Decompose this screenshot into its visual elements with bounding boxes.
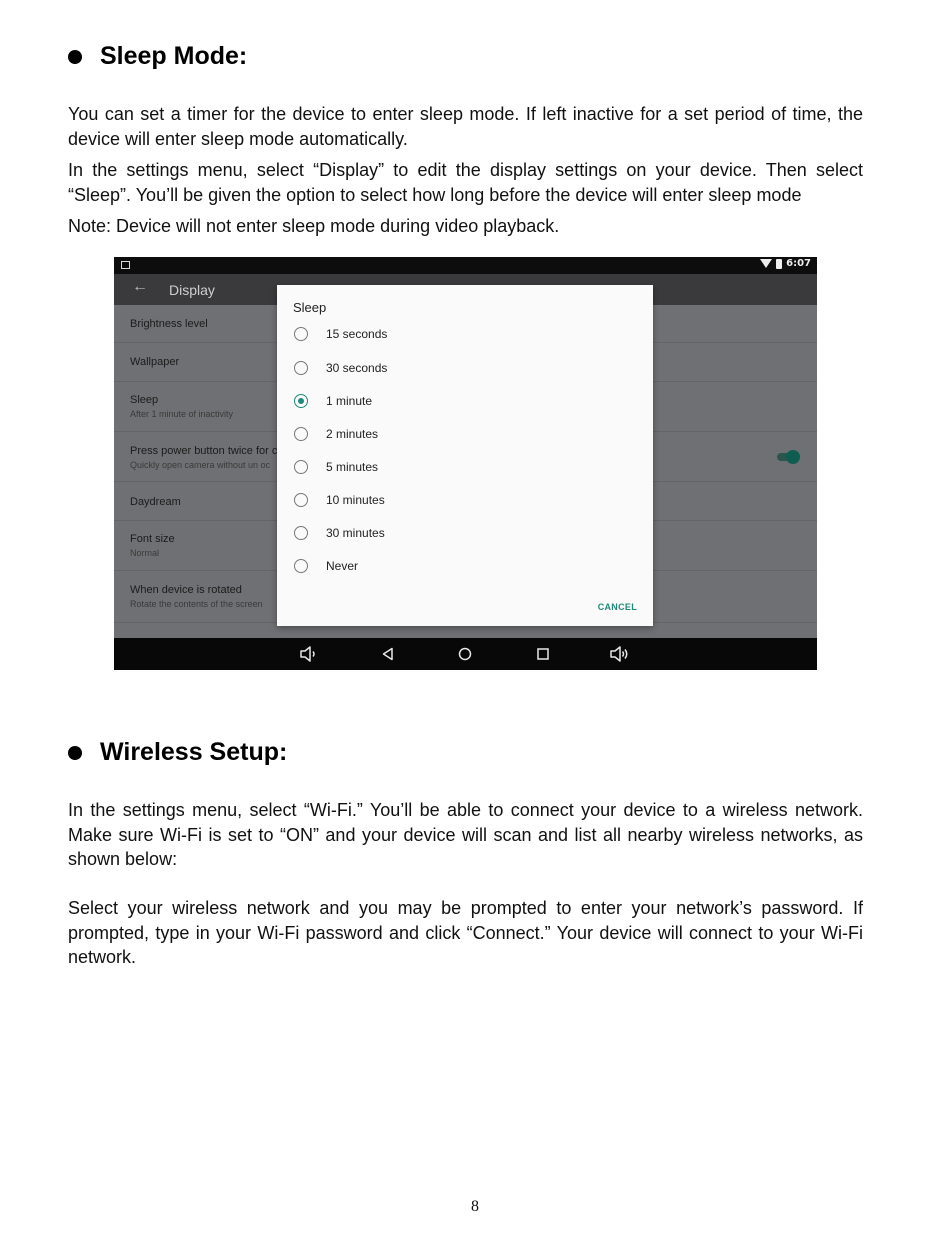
wireless-paragraph-2: Select your wireless network and you may be prompted to enter your network’s password. If prompted, type in your Wi-Fi password and click “Connect.” Your device will connect to your Wi-Fi network. bbox=[68, 898, 863, 967]
option-label: 2 minutes bbox=[326, 427, 379, 441]
option-10-minutes[interactable] bbox=[294, 490, 385, 510]
volume-up-icon[interactable] bbox=[609, 644, 631, 664]
wifi-icon bbox=[760, 259, 772, 268]
setting-subtitle: Normal bbox=[130, 548, 160, 558]
setting-title: Wallpaper bbox=[130, 356, 180, 368]
page-number: 8 bbox=[471, 1198, 479, 1215]
radio-unselected-icon[interactable] bbox=[294, 526, 308, 540]
option-label: 5 minutes bbox=[326, 460, 379, 474]
radio-unselected-icon[interactable] bbox=[294, 327, 308, 341]
heading-text: Sleep Mode: bbox=[100, 42, 248, 70]
option-2-minutes[interactable] bbox=[294, 424, 378, 444]
back-icon[interactable] bbox=[377, 644, 399, 664]
cancel-button[interactable]: CANCEL bbox=[597, 602, 637, 612]
setting-subtitle: After 1 minute of inactivity bbox=[130, 409, 234, 419]
radio-selected-icon[interactable] bbox=[294, 394, 308, 408]
radio-unselected-icon[interactable] bbox=[294, 361, 308, 375]
option-30-seconds[interactable] bbox=[294, 358, 387, 378]
heading-text: Wireless Setup: bbox=[100, 738, 288, 766]
home-icon[interactable] bbox=[454, 644, 476, 664]
setting-title: Daydream bbox=[130, 496, 181, 508]
status-clock: 6:07 bbox=[786, 258, 811, 269]
option-label: Never bbox=[326, 559, 359, 573]
camera-shortcut-toggle[interactable] bbox=[777, 453, 797, 461]
image-notification-icon bbox=[121, 261, 130, 269]
option-label: 15 seconds bbox=[326, 327, 388, 341]
bullet-icon bbox=[68, 50, 82, 64]
recent-apps-icon[interactable] bbox=[532, 644, 554, 664]
setting-title: Brightness level bbox=[130, 318, 208, 330]
back-arrow-icon[interactable]: ← bbox=[132, 278, 148, 295]
radio-unselected-icon[interactable] bbox=[294, 460, 308, 474]
radio-unselected-icon[interactable] bbox=[294, 427, 308, 441]
setting-title: Press power button twice for c bbox=[130, 445, 278, 457]
wireless-setup-heading bbox=[68, 738, 287, 767]
setting-title: Sleep bbox=[130, 394, 159, 406]
option-label: 1 minute bbox=[326, 394, 373, 408]
toggle-knob bbox=[786, 450, 800, 464]
bullet-icon bbox=[68, 746, 82, 760]
app-title: Display bbox=[169, 282, 215, 298]
setting-subtitle: Quickly open camera without un oc bbox=[130, 460, 271, 470]
volume-down-icon[interactable] bbox=[298, 644, 320, 664]
battery-icon bbox=[776, 259, 782, 269]
wireless-paragraph-1: In the settings menu, select “Wi-Fi.” You’ll be able to connect your device to a wireless network. Make sure Wi-Fi is set to “ON” and your device will scan and list all nearby wireless networks, as shown below: bbox=[68, 800, 863, 869]
option-label: 30 seconds bbox=[326, 361, 388, 375]
sleep-paragraph-note: Note: Device will not enter sleep mode during video playback. bbox=[68, 216, 560, 236]
option-15-seconds[interactable] bbox=[294, 324, 387, 344]
sleep-dialog bbox=[277, 285, 653, 626]
option-label: 30 minutes bbox=[326, 526, 385, 540]
option-30-minutes[interactable] bbox=[294, 523, 385, 543]
option-5-minutes[interactable] bbox=[294, 457, 378, 477]
sleep-paragraph-2: In the settings menu, select “Display” to edit the display settings on your device. Then select “Sleep”. You’ll be given the option to select how long before the device will enter sleep mode bbox=[68, 160, 863, 205]
sleep-paragraph-1: You can set a timer for the device to enter sleep mode. If left inactive for a set period of time, the device will enter sleep mode automatically. bbox=[68, 104, 863, 149]
radio-unselected-icon[interactable] bbox=[294, 493, 308, 507]
option-label: 10 minutes bbox=[326, 493, 385, 507]
sleep-mode-heading bbox=[68, 42, 247, 71]
setting-title: When device is rotated bbox=[130, 584, 242, 596]
setting-title: Font size bbox=[130, 533, 175, 545]
status-bar bbox=[114, 257, 817, 274]
option-never[interactable] bbox=[294, 556, 358, 576]
radio-unselected-icon[interactable] bbox=[294, 559, 308, 573]
display-settings-screenshot bbox=[114, 257, 817, 670]
navigation-bar bbox=[114, 638, 817, 670]
option-1-minute[interactable] bbox=[294, 391, 372, 411]
setting-subtitle: Rotate the contents of the screen bbox=[130, 599, 263, 609]
dialog-title: Sleep bbox=[293, 300, 327, 315]
